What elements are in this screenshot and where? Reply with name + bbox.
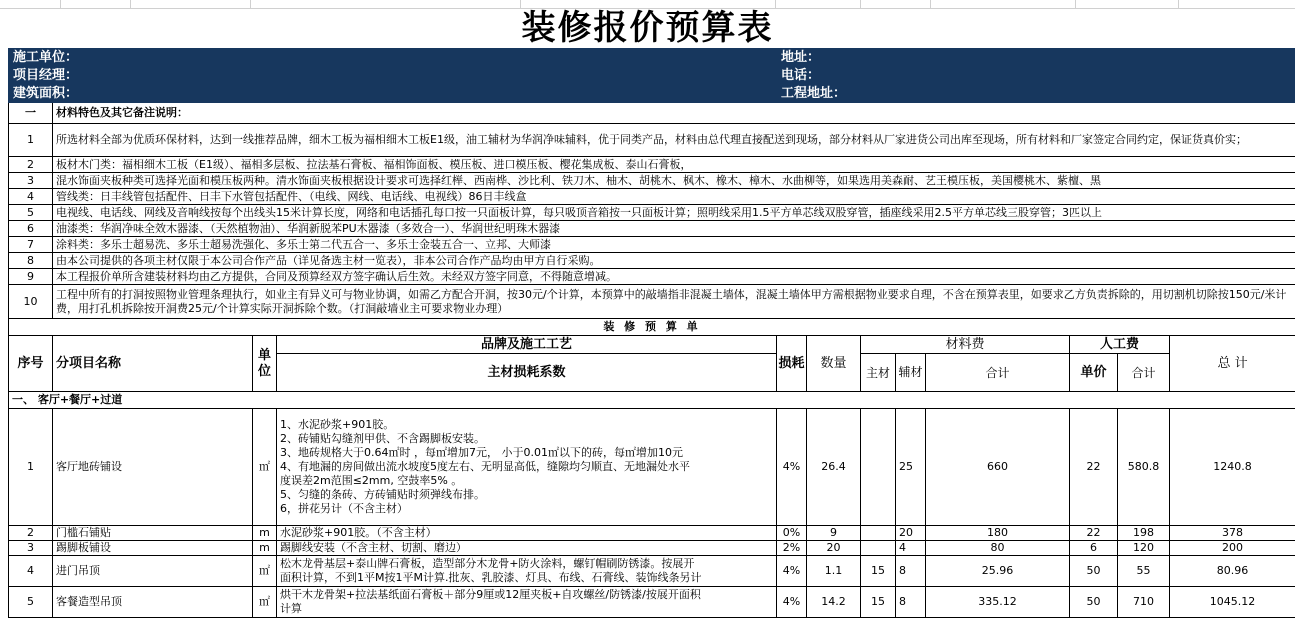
row-main[interactable] [861,409,896,526]
page-title: 装修报价预算表 [521,8,774,48]
process-line: 3、地砖规格大于0.64㎡时 ，每㎡增加7元， 小于0.01㎡以下的砖，每㎡增加10元 [280,446,683,459]
project-address-label[interactable]: 工程地址： [777,85,1295,103]
building-area-label[interactable]: 建筑面积： [9,85,777,103]
col-labor-total-header[interactable]: 合计 [1118,354,1170,392]
row-unit[interactable]: m [253,541,277,556]
note-text[interactable]: 本工程报价单所含建装材料均由乙方提供，合同及预算经双方签字确认后生效。未经双方签字同意，不得随意增减。 [53,269,1295,285]
row-seq[interactable]: 4 [9,556,53,587]
row-aux[interactable]: 8 [896,587,926,618]
note-text[interactable]: 由本公司提供的各项主材仅限于本公司合作产品（详见备选主材一览表），非本公司合作产品均由甲方自行采购。 [53,253,1295,269]
process-line: 计算 [280,602,302,615]
col-main-header[interactable]: 主材 [861,354,896,392]
process-line: 1、水泥砂浆+901胶。 [280,418,395,431]
col-unit-header[interactable]: 单位 [253,336,277,392]
row-qty[interactable]: 1.1 [807,556,861,587]
note-text[interactable]: 混水饰面夹板种类可选择光面和模压板两种。清水饰面夹板根据设计要求可选择红榉、西南桦、沙比利、铁刀木、柚木、胡桃木、枫木、橡木、樟木、水曲柳等，如果选用美森耐、艺王模压板，美国樱桃木、紫檀、黑 [53,173,1295,189]
row-grand[interactable]: 1045.12 [1170,587,1295,618]
col-total-header[interactable]: 合计 [926,354,1070,392]
note-row [9,173,1295,189]
process-line: 踢脚线安装（不含主材、切割、磨边） [280,541,467,554]
row-aux[interactable]: 25 [896,409,926,526]
section-row [9,392,1295,409]
row-unit[interactable]: ㎡ [253,556,277,587]
row-labor-total[interactable]: 120 [1118,541,1170,556]
row-process[interactable] [277,587,777,618]
process-line: 2、砖铺贴勾缝剂甲供、不含踢脚板安装。 [280,432,485,445]
note-num[interactable]: 6 [9,221,53,237]
col-material-header[interactable]: 材料费 [861,336,1070,354]
construction-unit-label[interactable]: 施工单位： [9,49,777,67]
note-row [9,237,1295,253]
col-brand-header[interactable]: 品牌及施工工艺 [277,336,777,354]
row-unit[interactable]: m [253,526,277,541]
row-labor-total[interactable]: 55 [1118,556,1170,587]
notes-section-title[interactable]: 材料特色及其它备注说明： [53,103,1295,124]
row-qty[interactable]: 14.2 [807,587,861,618]
section-title[interactable]: 一、 客厅+餐厅+过道 [9,392,1295,409]
row-loss[interactable]: 2% [777,541,807,556]
row-qty[interactable]: 26.4 [807,409,861,526]
process-line: 度误差2m范围≤2mm, 空鼓率5% 。 [280,474,463,487]
address-label[interactable]: 地址： [777,49,1295,67]
process-line: 烘干木龙骨架+拉法基纸面石膏板＋部分9厘或12厘夹板+自攻螺丝/防锈漆/按展开面积 [280,588,701,601]
row-mat-total[interactable]: 335.12 [926,587,1070,618]
row-qty[interactable]: 9 [807,526,861,541]
row-grand[interactable]: 378 [1170,526,1295,541]
col-price-header[interactable]: 单价 [1070,354,1118,392]
process-line: 面积计算，不到1平M按1平M计算.批灰、乳胶漆、灯具、布线、石膏线、装饰线条另计 [280,571,702,584]
row-mat-total[interactable]: 180 [926,526,1070,541]
row-name[interactable]: 踢脚板铺设 [53,541,253,556]
notes-section-row [9,103,1295,124]
note-text[interactable]: 油漆类：华润净味全效木器漆、（天然植物油）、华润新脱苯PU木器漆（多效合一）、华润世纪明珠木器漆 [53,221,1295,237]
note-row [9,189,1295,205]
row-grand[interactable]: 80.96 [1170,556,1295,587]
row-mat-total[interactable]: 660 [926,409,1070,526]
row-main[interactable]: 15 [861,587,896,618]
header-row-unit [9,49,1295,67]
row-labor-price[interactable]: 50 [1070,587,1118,618]
row-process[interactable] [277,409,777,526]
row-loss[interactable]: 4% [777,409,807,526]
row-grand[interactable]: 1240.8 [1170,409,1295,526]
table-row [9,526,1295,541]
row-unit[interactable]: ㎡ [253,409,277,526]
row-seq[interactable]: 3 [9,541,53,556]
note-num[interactable]: 5 [9,205,53,221]
row-name[interactable]: 客餐造型吊顶 [53,587,253,618]
row-labor-price[interactable]: 22 [1070,526,1118,541]
row-main[interactable] [861,526,896,541]
note-text[interactable]: 工程中所有的打洞按照物业管理条理执行，如业主有异义可与物业协调，如需乙方配合开洞，按30元/个计算，本预算中的敲墙指非混凝土墙体，混凝土墙体甲方需根据物业要求自理，不含在预算表里，如要求乙方负责拆除的，用切割机切除按150元/米计费，用打孔机拆除按开洞费25元/个计算实际开洞拆除个数。（打洞敲墙业主可要求物业办理） [53,285,1295,319]
column-header-row-1 [9,336,1295,354]
row-process[interactable] [277,556,777,587]
row-labor-total[interactable]: 580.8 [1118,409,1170,526]
note-num[interactable]: 3 [9,173,53,189]
col-main-loss-header[interactable]: 主材损耗系数 [277,354,777,392]
row-mat-total[interactable]: 25.96 [926,556,1070,587]
note-text[interactable]: 管线类：日丰线管包括配件、日丰下水管包括配件、（电线、网线、电话线、电视线）86日丰线盒 [53,189,1295,205]
row-qty[interactable]: 20 [807,541,861,556]
row-aux[interactable]: 8 [896,556,926,587]
row-aux[interactable]: 20 [896,526,926,541]
row-process[interactable] [277,541,777,556]
row-main[interactable] [861,541,896,556]
col-seq-header[interactable]: 序号 [9,336,53,392]
budget-title-row [9,319,1295,336]
row-labor-price[interactable]: 22 [1070,409,1118,526]
process-line: 6，拼花另计（不含主材） [280,502,408,515]
note-row [9,124,1295,157]
row-loss[interactable]: 4% [777,556,807,587]
row-aux[interactable]: 4 [896,541,926,556]
col-loss-header[interactable]: 损耗 [777,336,807,392]
col-labor-header[interactable]: 人工费 [1070,336,1170,354]
note-row [9,221,1295,237]
col-aux-header[interactable]: 辅材 [896,354,926,392]
note-text[interactable]: 所选材料全部为优质环保材料，达到一线推荐品牌，细木工板为福相细木工板E1级，油工辅材为华润净味辅料，优于同类产品，材料由总代理直接配送到现场，部分材料从厂家进货公司出库至现场，所有材料和厂家签定合同约定，保证货真价实； [53,124,1295,157]
row-seq[interactable]: 2 [9,526,53,541]
row-process[interactable] [277,526,777,541]
process-line: 水泥砂浆+901胶。（不含主材） [280,526,437,539]
row-name[interactable]: 门槛石铺贴 [53,526,253,541]
header-row-manager [9,67,1295,85]
row-unit[interactable]: ㎡ [253,587,277,618]
process-line: 4、有地漏的房间做出流水坡度5度左右、无明显高低，缝隙均匀顺直、无地漏处水平 [280,460,690,473]
note-row [9,205,1295,221]
col-item-header[interactable]: 分项目名称 [53,336,253,392]
note-row [9,269,1295,285]
note-num[interactable]: 8 [9,253,53,269]
note-text[interactable]: 板材木门类：福相细木工板（E1级）、福相多层板、拉法基石膏板、福相饰面板、模压板、进口模压板、樱花集成板、泰山石膏板， [53,157,1295,173]
note-num[interactable]: 4 [9,189,53,205]
row-labor-total[interactable]: 710 [1118,587,1170,618]
row-mat-total[interactable]: 80 [926,541,1070,556]
note-num[interactable]: 9 [9,269,53,285]
row-labor-price[interactable]: 6 [1070,541,1118,556]
row-grand[interactable]: 200 [1170,541,1295,556]
process-line: 5、匀缝的条砖、方砖铺贴时须弹线布排。 [280,488,485,501]
col-grand-header[interactable]: 总 计 [1170,336,1295,392]
row-seq[interactable]: 5 [9,587,53,618]
project-manager-label[interactable]: 项目经理： [9,67,777,85]
row-loss[interactable]: 4% [777,587,807,618]
notes-section-num[interactable]: 一 [9,103,53,124]
note-num[interactable]: 7 [9,237,53,253]
note-row [9,285,1295,319]
note-row [9,157,1295,173]
row-labor-price[interactable]: 50 [1070,556,1118,587]
header-row-area [9,85,1295,103]
table-row [9,587,1295,618]
note-row [9,253,1295,269]
note-num[interactable]: 10 [9,285,53,319]
table-row [9,556,1295,587]
row-main[interactable]: 15 [861,556,896,587]
note-text[interactable]: 涂料类：多乐士超易洗、多乐士超易洗强化、多乐士第二代五合一、多乐士金装五合一、立邦、大师漆 [53,237,1295,253]
budget-title[interactable]: 装 修 预 算 单 [9,319,1295,336]
table-row [9,541,1295,556]
phone-label[interactable]: 电话： [777,67,1295,85]
row-labor-total[interactable]: 198 [1118,526,1170,541]
row-seq[interactable]: 1 [9,409,53,526]
row-name[interactable]: 客厅地砖铺设 [53,409,253,526]
row-name[interactable]: 进门吊顶 [53,556,253,587]
note-num[interactable]: 1 [9,124,53,157]
row-loss[interactable]: 0% [777,526,807,541]
note-text[interactable]: 电视线、电话线、网线及音响线按每个出线头15米计算长度，网络和电话插孔每口按一只面板计算，每只吸顶音箱按一只面板计算；照明线采用1.5平方单芯线双股穿管，插座线采用2.5平方单芯线三股穿管；3匹以上 [53,205,1295,221]
budget-table [8,48,1295,618]
table-row [9,409,1295,526]
note-num[interactable]: 2 [9,157,53,173]
col-qty-header[interactable]: 数量 [807,336,861,392]
process-line: 松木龙骨基层+泰山牌石膏板，造型部分木龙骨+防火涂料，螺钉帽刷防锈漆。按展开 [280,557,695,570]
